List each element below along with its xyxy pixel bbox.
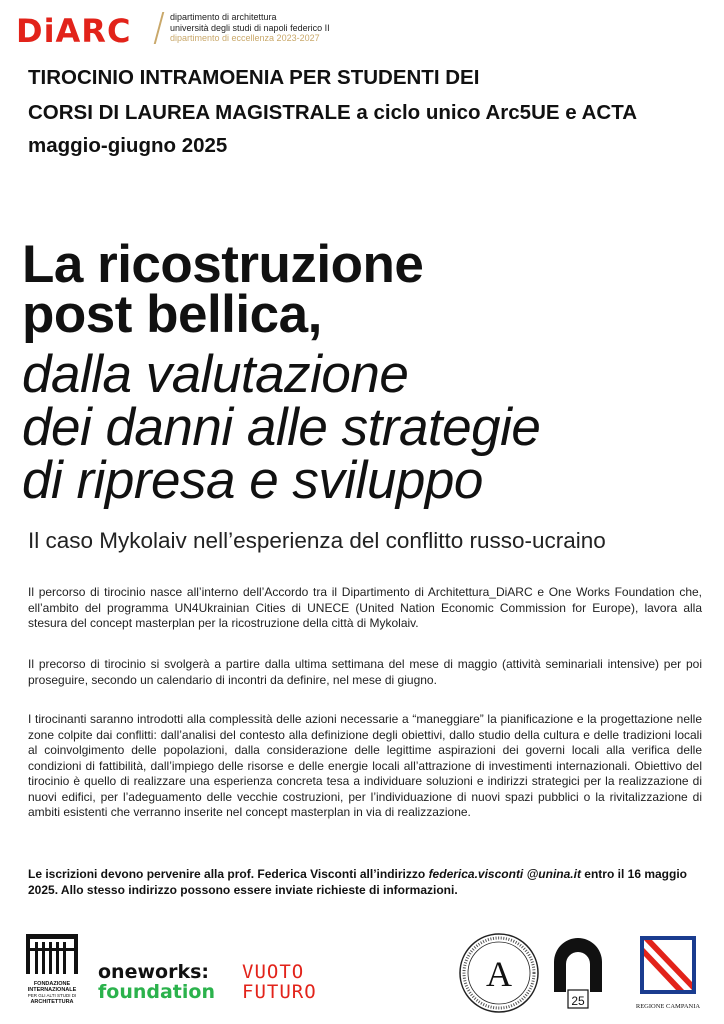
paragraph-1: Il percorso di tirocinio nasce all’interno dell’Accordo tra il Dipartimento di Architettura_DiARC e One Works Foundation che, ell’ambito del programma UN4Ukrainian Cities di UNECE (United Nation Economic Commission for Europe), lavora alla stesura del concept masterplan per la ricostruzione della città di Mykolaiv.: [28, 585, 702, 630]
title-line-1: La ricostruzione: [22, 235, 424, 294]
heading-line-2: CORSI DI LAUREA MAGISTRALE a ciclo unico Arc5UE e ACTA: [28, 101, 637, 124]
ordine-architetti-seal-icon: [458, 932, 540, 1014]
vuoto-line-1: VUOTO: [242, 961, 305, 983]
title-line-3: dalla valutazione: [22, 345, 409, 404]
oneworks-line-1: oneworks:: [98, 961, 209, 983]
seal-letter: A: [486, 954, 512, 994]
diarc-logo: DiARC: [16, 12, 132, 50]
fondazione-line-3: PER GLI ALTI STUDI DI: [27, 993, 77, 998]
campania-shield-icon: [628, 934, 708, 996]
logo-separator: [154, 12, 165, 44]
subtitle: Il caso Mykolaiv nell’esperienza del conflitto russo-ucraino: [28, 528, 606, 553]
regione-campania-logo: [628, 934, 708, 1010]
fondazione-line-1: FONDAZIONE: [33, 981, 71, 987]
vuoto-line-2: FUTURO: [242, 981, 317, 1003]
department-info: [170, 12, 330, 44]
fondazione-line-2: INTERNAZIONALE: [27, 987, 77, 993]
oneworks-line-2: foundation: [98, 981, 215, 1003]
dept-line-3: dipartimento di eccellenza 2023-2027: [170, 33, 320, 43]
dept-line-1: dipartimento di architettura: [170, 12, 277, 22]
vuoto-futuro-logo: [242, 962, 317, 1002]
note-text-2: entro il 16 maggio 2025. Allo stesso indirizzo possono essere inviate richieste di informazioni.: [28, 867, 687, 897]
paragraph-2: Il precorso di tirocinio si svolgerà a partire dalla ultima settimana del mese di maggio (attività seminariali intensive) per poi proseguire, secondo un calendario di incontri da definire, nel mese di giugno.: [28, 657, 702, 687]
fondazione-logo: [22, 932, 82, 1005]
heading-line-1: TIROCINIO INTRAMOENIA PER STUDENTI DEI: [28, 66, 480, 89]
campania-label: REGIONE CAMPANIA: [635, 1003, 701, 1010]
dept-line-2: università degli studi di napoli federico II: [170, 22, 330, 33]
email-link[interactable]: federica.visconti @unina.it: [428, 867, 581, 881]
fondazione-line-4: ARCHITETTURA: [30, 999, 74, 1005]
arch-icon: [550, 934, 606, 1010]
note-text-1: Le iscrizioni devono pervenire alla prof. Federica Visconti all’indirizzo: [28, 867, 429, 881]
fondazione-building-icon: [22, 932, 82, 974]
title-line-5: di ripresa e sviluppo: [22, 451, 483, 510]
title-line-4: dei danni alle strategie: [22, 398, 541, 457]
arch-number: 25: [571, 994, 585, 1008]
paragraph-3: I tirocinanti saranno introdotti alla complessità delle azioni necessarie a “maneggiare” la pianificazione e la progettazione nelle zone colpite dai conflitti: dall’analisi del contesto alla definizione degli obiettivi, dallo studio della cultura e delle tradizioni locali al coinvolgimento delle popolazioni, dalla considerazione delle legittime aspirazioni dei governi locali alla verifica delle condizioni di fattibilità, dall’impiego delle risorse e delle energie locali all’attrazione di investimenti internazionali. Obiettivo del tirocinio è quello di realizzare una esperienza concreta tesa a individuare soluzioni e indirizzi strategici per la realizzazione di nuovi edifici, per l’adeguamento delle vecchie costruzioni, per l’individuazione di nuovi spazi pubblici o la rivitalizzazione di ambiti esistenti che verranno inserite nel concept masterplan in via di realizzazione.: [28, 712, 702, 819]
oneworks-logo: [98, 962, 215, 1002]
heading-line-3: maggio-giugno 2025: [28, 134, 228, 157]
title-line-2: post bellica,: [22, 285, 322, 344]
registration-note: [28, 866, 702, 898]
arch25-logo: [550, 934, 606, 1010]
